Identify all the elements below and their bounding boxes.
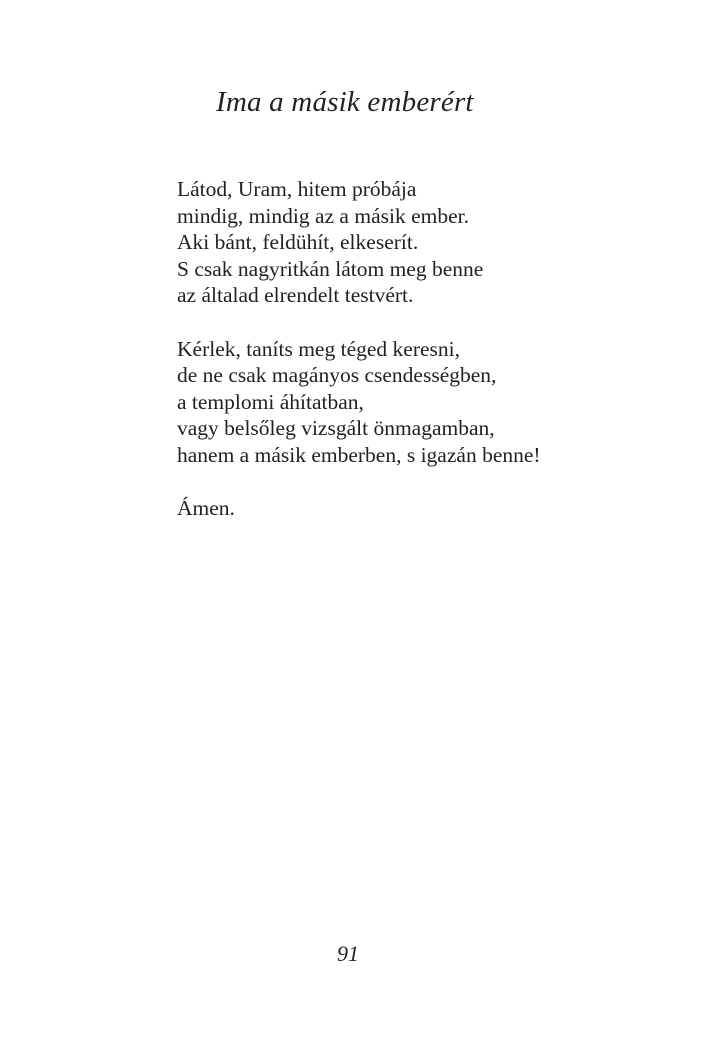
poem-line: mindig, mindig az a másik ember.	[177, 203, 469, 228]
stanza-1	[177, 176, 657, 309]
page-number-text: 91	[337, 941, 359, 966]
poem-line: S csak nagyritkán látom meg benne	[177, 256, 484, 281]
poem-line: Aki bánt, feldühít, elkeserít.	[177, 230, 419, 254]
poem-line: Kérlek, taníts meg téged keresni,	[177, 336, 460, 361]
poem-line: vagy belsőleg vizsgált önmagamban,	[177, 416, 495, 440]
poem-title: Ima a másik emberért	[216, 86, 474, 118]
stanza-2	[177, 336, 657, 469]
page-number	[0, 940, 712, 968]
poem-line: hanem a másik emberben, s igazán benne!	[177, 442, 541, 467]
poem-line: a templomi áhítatban,	[177, 389, 364, 414]
stanza-3	[177, 495, 657, 522]
poem-line-amen: Ámen.	[177, 496, 235, 520]
poem-body	[177, 176, 657, 549]
poem-line: de ne csak magányos csendességben,	[177, 363, 497, 387]
poem-line: Látod, Uram, hitem próbája	[177, 177, 417, 201]
poem-line: az általad elrendelt testvért.	[177, 283, 414, 307]
